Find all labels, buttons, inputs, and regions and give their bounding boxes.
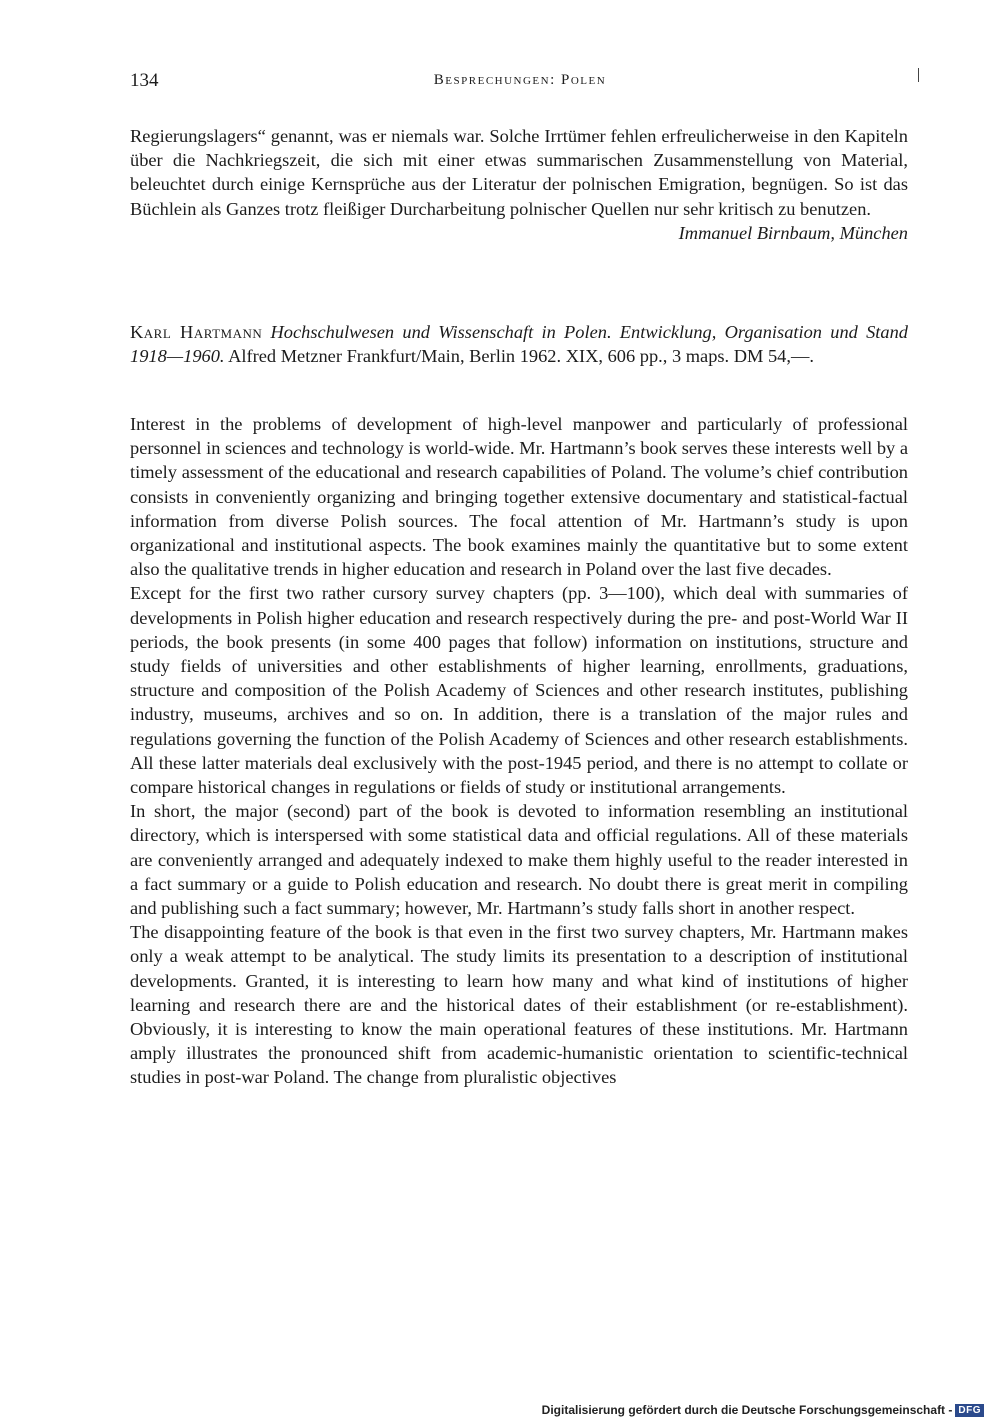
review-body xyxy=(130,412,908,1090)
review-paragraph: In short, the major (second) part of the book is devoted to information resembling an institutional directory, which is interspersed with some statistical data and official regulations. All of these materials are conveniently arranged and adequately indexed to make them highly useful to the reader interested in a fact summary or a guide to Polish education and research. No doubt there is great merit in compiling and publishing such a fact summary; however, Mr. Hartmann’s study falls short in another respect. xyxy=(130,801,908,919)
running-head: Besprechungen: Polen xyxy=(433,72,607,88)
margin-mark xyxy=(918,68,919,82)
dfg-logo-icon: DFG xyxy=(955,1404,984,1417)
review-paragraph: The disappointing feature of the book is that even in the first two survey chapters, Mr. Hartmann makes only a weak attempt to be analytical. The study limits its presentation to a description of institutional developments. Granted, it is interesting to learn how many and what kind of institutions of higher learning and research there are and the historical dates of their establishment (or re-establishment). Obviously, it is interesting to know the main operational features of these institutions. Mr. Hartmann amply illustrates the pronounced shift from academic-humanistic orientation to scientific-technical studies in post-war Poland. The change from pluralistic objectives xyxy=(130,922,908,1088)
review-paragraph: Except for the first two rather cursory survey chapters (pp. 3—100), which deal with summaries of developments in Polish higher education and research respectively during the pre- and post-World War II periods, the book presents (in some 400 pages that follow) information on institutions, structure and study fields of universities and other establishments of higher learning, enrollments, graduations, structure and composition of the Polish Academy of Sciences and other research institutes, publishing industry, museums, archives and so on. In addition, there is a translation of the major rules and regulations governing the function of the Polish Academy of Sciences and other research establishments. All these latter materials deal exclusively with the post-1945 period, and there is no attempt to collate or compare historical changes in regulations or fields of study or institutional arrangements. xyxy=(130,583,908,798)
footer-text: Digitalisierung gefördert durch die Deutsche Forschungsgemeinschaft - xyxy=(541,1403,953,1417)
previous-review-text: Regierungslagers“ genannt, was er niemals war. Solche Irrtümer fehlen erfreulicherweise in den Kapiteln über die Nachkriegszeit, die sich mit einer etwas summarischen Zusammenstellung von Material, beleuchtet durch einige Kernsprüche aus der Literatur der polnischen Emigration, begnügen. So ist das Büchlein als Ganzes trotz fleißiger Durcharbeitung polnischer Quellen nur sehr kritisch zu benutzen. xyxy=(130,126,908,219)
digitization-footer xyxy=(542,1403,984,1417)
previous-review-ending xyxy=(130,124,908,245)
page-header xyxy=(130,70,910,98)
book-citation xyxy=(130,320,908,368)
review-paragraph: Interest in the problems of development of high-level manpower and particularly of professional personnel in sciences and technology is world-wide. Mr. Hartmann’s book serves these interests well by a timely assessment of the educational and research capabilities of Poland. The volume’s chief contribution consists in conveniently organizing and bringing together extensive documentary and statistical-factual information from diverse Polish sources. The focal attention of Mr. Hartmann’s study is upon organizational and institutional aspects. The book examines mainly the quantitative but to some extent also the qualitative trends in higher education and research in Poland over the last five decades. xyxy=(130,414,908,580)
book-publication-details: Alfred Metzner Frankfurt/Main, Berlin 1962. XIX, 606 pp., 3 maps. DM 54,—. xyxy=(228,346,814,367)
book-author: Karl Hartmann xyxy=(130,322,263,342)
book-title: Hochschulwesen und Wissenschaft in Polen. Entwicklung, Organisation und Stand 1918—1960. xyxy=(130,322,908,367)
reviewer-signature: Immanuel Birnbaum, München xyxy=(678,222,908,243)
page-number: 134 xyxy=(130,70,159,91)
